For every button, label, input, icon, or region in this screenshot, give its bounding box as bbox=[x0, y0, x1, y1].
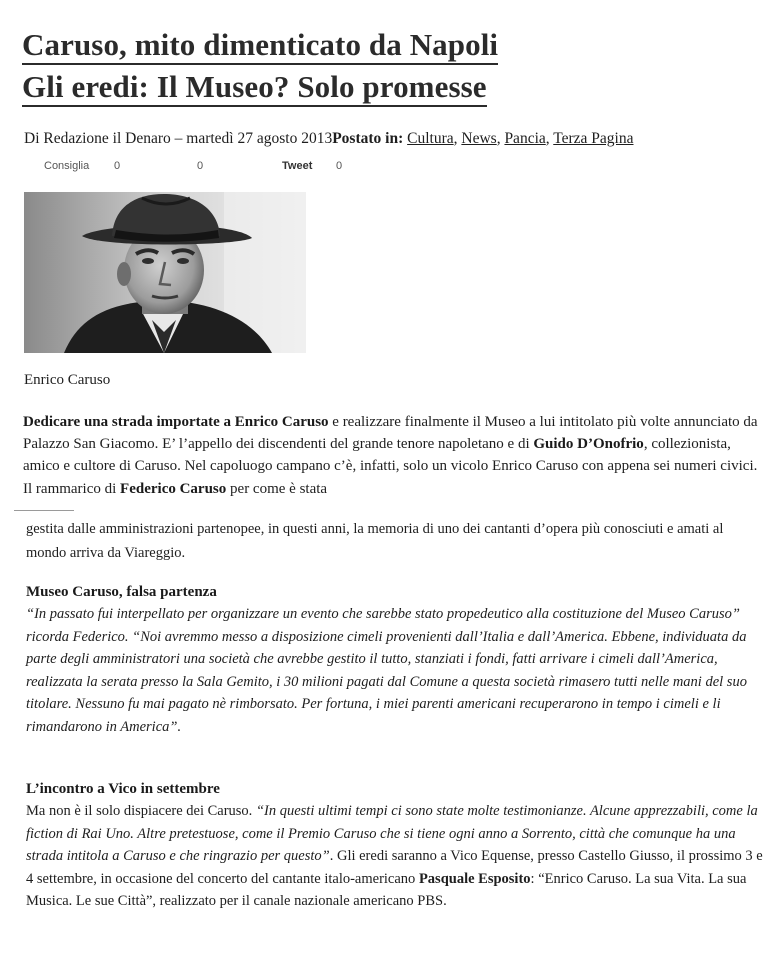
like-button[interactable]: Consiglia bbox=[44, 160, 90, 172]
tweet-button[interactable]: Tweet bbox=[282, 160, 313, 172]
incontro-quote: “In questi ultimi tempi ci sono state molte testimonianze. Alcune apprezzabili, come la fiction di Rai Uno. Altre pretestuose, come il Premio Caruso che si tiene ogni anno a Sorrento, città che comunque ha una strada intitola a Caruso e che ringrazio per questo” bbox=[26, 803, 758, 864]
incontro-bold-name: Pasquale Esposito bbox=[418, 870, 531, 887]
section-title-museo: Museo Caruso, falsa partenza bbox=[26, 584, 217, 600]
byline-author-date: Di Redazione il Denaro – martedì 27 agosto 2013 bbox=[24, 130, 333, 147]
like-count: 0 bbox=[114, 160, 121, 172]
incontro-text-2: . Gli eredi saranno a Vico Equense, presso Castello Giusso, il prossimo 3 e 4 settembre, in occasione del concerto del cantante italo-americano bbox=[26, 848, 763, 887]
intro-lead-bold: Dedicare una strada importate a Enrico Caruso bbox=[23, 414, 329, 430]
intro-text-1: e realizzare finalmente il Museo a lui intitolato più volte annunciato da Palazzo San Giacomo. E’ l’appello dei discendenti del grande tenore napoletano e di bbox=[23, 414, 758, 453]
category-link-pancia[interactable]: Pancia bbox=[504, 130, 546, 147]
scan-divider bbox=[14, 510, 74, 511]
section-museo-quote: “In passato fui interpellato per organizzare un evento che sarebbe stato propedeutico alla costituzione del Museo Caruso” ricorda Federico. “Noi avremmo messo a disposizione cimeli provenienti dall’Italia e dall’America. Ebbene, individuata da parte degli amministratori una società che avrebbe gestito il tutto, stanziati i fondi, fatti arrivare i cimeli dall’America, realizzata la serata presso la Sala Gemito, i 30 milioni pagati dal Comune a questa società rimasero tutti nelle mani del suo titolare. Nessuno fu mai pagato nè rimborsato. Per fortuna, i miei parenti americani recuperarono in tempo i cimeli e li rimandarono in America”. bbox=[26, 606, 747, 735]
article-photo bbox=[24, 192, 306, 353]
incontro-text-1: Ma non è il solo dispiacere dei Caruso. bbox=[26, 803, 256, 819]
category-link-news[interactable]: News bbox=[461, 130, 497, 147]
intro-bold-2: Guido D’Onofrio bbox=[533, 436, 644, 453]
intro-text-2: , collezionista, amico e cultore di Caruso. Nel capoluogo campano c’è, infatti, solo un vicolo Enrico Caruso con appena sei numeri civici. Il rammarico di bbox=[23, 436, 758, 497]
intro-text-3: per come è stata bbox=[226, 480, 328, 497]
headline-line-2: Gli eredi: Il Museo? Solo promesse bbox=[22, 69, 487, 107]
photo-caption: Enrico Caruso bbox=[24, 372, 111, 388]
intro-paragraph bbox=[23, 411, 763, 500]
section-incontro-paragraph bbox=[26, 800, 766, 913]
category-link-cultura[interactable]: Cultura bbox=[407, 130, 454, 147]
article-headline bbox=[22, 24, 762, 108]
headline-line-1: Caruso, mito dimenticato da Napoli bbox=[22, 27, 498, 65]
section-title-incontro: L’incontro a Vico in settembre bbox=[26, 781, 220, 797]
byline-posted-label: Postato in: bbox=[332, 130, 404, 147]
share-count: 0 bbox=[197, 160, 204, 172]
social-share-bar bbox=[44, 160, 404, 176]
tweet-count: 0 bbox=[336, 160, 343, 172]
incontro-text-3: : “Enrico Caruso. La sua Vita. La sua Musica. Le sue Città”, realizzato per il canale nazionale americano PBS. bbox=[26, 870, 747, 909]
intro-bold-3: Federico Caruso bbox=[120, 480, 227, 497]
byline: Di Redazione il Denaro – martedì 27 agosto 2013Postato in: Cultura, News, Pancia, Terza Pagina bbox=[24, 130, 634, 147]
intro-continuation: gestita dalle amministrazioni partenopee, in questi anni, la memoria di uno dei cantanti d’opera più conosciuti e amati al mondo arriva da Viareggio. bbox=[26, 521, 724, 561]
portrait-image bbox=[24, 192, 306, 353]
category-link-terza-pagina[interactable]: Terza Pagina bbox=[553, 130, 634, 147]
